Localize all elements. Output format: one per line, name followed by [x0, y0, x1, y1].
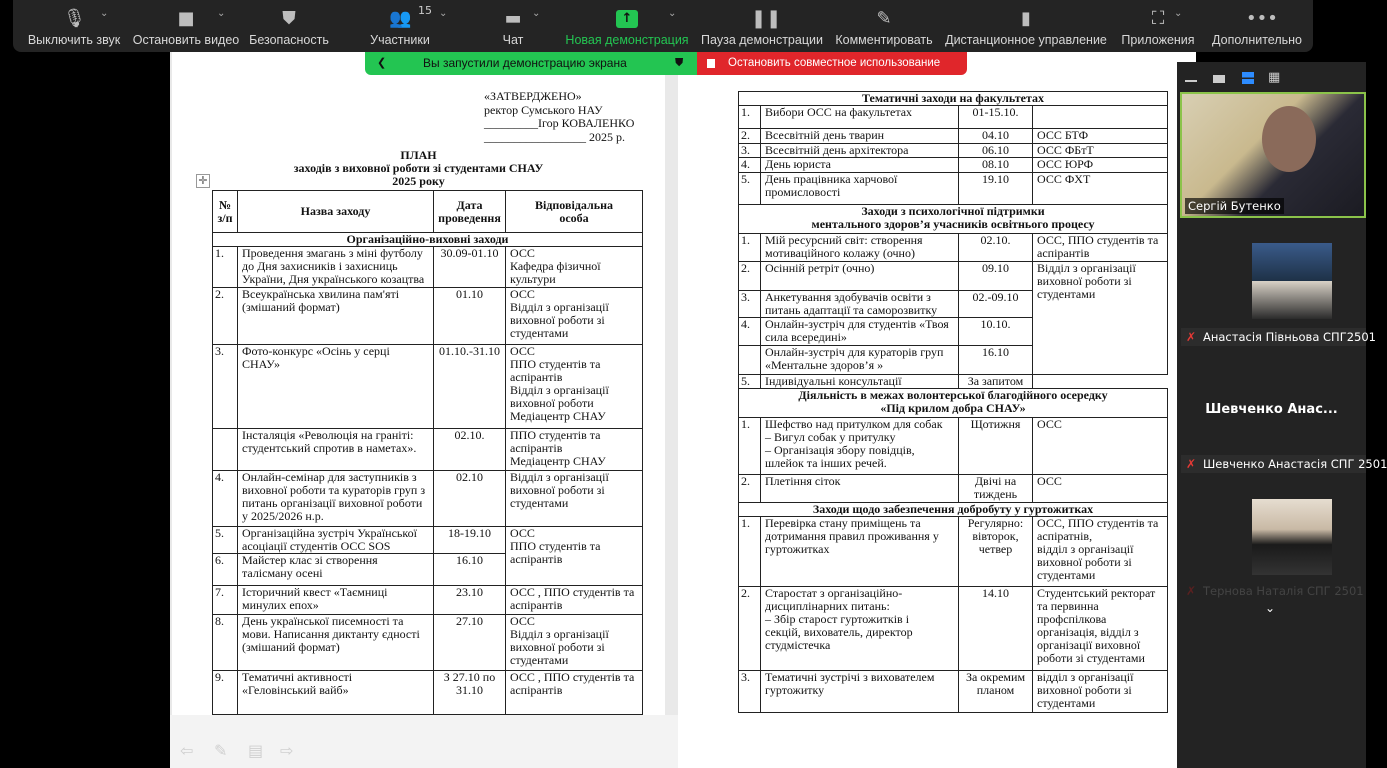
event-date: 19.10 [959, 173, 1033, 205]
responsible: Відділ з організації виховної роботи зі студентами [1033, 262, 1168, 375]
muted-mic-icon: ✗ [1186, 584, 1197, 598]
toolbar-label: Безопасность [249, 33, 329, 47]
event-date: 01.10 [434, 288, 506, 345]
event-date: 23.10 [434, 586, 506, 615]
event-name: День юриста [761, 158, 959, 173]
participants-video-panel [1177, 62, 1387, 768]
event-name: Перевірка стану приміщень та дотримання правил проживання у гуртожитках [761, 517, 959, 587]
table-row [213, 288, 643, 345]
event-date: 14.10 [959, 587, 1033, 671]
pin-icon[interactable]: ❮ [377, 57, 387, 69]
event-date: Двічі на тиждень [959, 475, 1033, 503]
table-row [213, 345, 643, 429]
responsible: Студентський ректорат та первинна профспілкова організація, відділ з організації виховної роботи зі студентами [1033, 587, 1168, 671]
row-number: 5. [213, 527, 238, 554]
event-date: 10.10. [959, 318, 1033, 346]
event-name: Плетіння сіток [761, 475, 959, 503]
section-title: Заходи щодо забезпечення добробуту у гуртожитках [739, 503, 1168, 517]
row-number: 4. [213, 471, 238, 527]
toolbar-label: Дополнительно [1212, 33, 1302, 47]
participant-face [1262, 106, 1316, 172]
event-date: 04.10 [959, 129, 1033, 144]
event-date: З 27.10 по 31.10 [434, 671, 506, 715]
event-name: Онлайн-семінар для заступників з виховної роботи та кураторів груп з питань організації виховної роботи у 2025/2026 н.р. [238, 471, 434, 527]
toolbar-label: Комментировать [835, 33, 933, 47]
event-date: 18-19.10 [434, 527, 506, 554]
event-date: 06.10 [959, 144, 1033, 158]
column-header: Назва заходу [238, 191, 434, 233]
event-date: 02.10. [959, 234, 1033, 262]
participant-name-tile[interactable]: ✗ Шевченко Анастасія СПГ 2501 [1181, 455, 1366, 473]
row-number: 2. [739, 129, 761, 144]
responsible: ОСС , ППО студентів та аспірантів [506, 671, 643, 715]
row-number: 3. [213, 345, 238, 429]
row-number: 4. [739, 318, 761, 346]
event-name: Осінній ретріт (очно) [761, 262, 959, 291]
row-number: 4. [739, 158, 761, 173]
chevron-down-icon[interactable]: ⌄ [217, 8, 226, 19]
apps-icon: ⛶ [1151, 8, 1165, 29]
row-number: 2. [213, 288, 238, 345]
single-view-icon[interactable] [1213, 75, 1225, 83]
meeting-toolbar [13, 0, 1313, 52]
participant-avatar [1252, 499, 1332, 575]
participants-icon: 👥 [389, 8, 412, 29]
sharing-status-text: Вы запустили демонстрацию экрана [423, 56, 627, 70]
scroll-down-chevron-icon[interactable]: ⌄ [1265, 601, 1276, 615]
muted-mic-icon: ✗ [1186, 457, 1197, 471]
event-name: Тематичні активності «Геловінський вайб» [238, 671, 434, 715]
shared-screen [170, 52, 1196, 768]
participant-avatar [1252, 243, 1332, 319]
event-name: Тематичні зустрічі з вихователем гуртожитку [761, 671, 959, 713]
row-number: 1. [739, 234, 761, 262]
event-date: 02.10 [434, 471, 506, 527]
event-name: Всеукраїнська хвилина пам'яті (змішаний формат) [238, 288, 434, 345]
plan-subtitle: заходів з виховної роботи зі студентами СНАУ [293, 161, 544, 175]
stop-share-label: Остановить совместное использование [728, 57, 941, 69]
video-camera-icon: ■ [177, 8, 195, 29]
table-row [739, 418, 1168, 475]
responsible: ОСС, ППО студентів та аспіратнів, відділ з організації виховної роботи зі студентами [1033, 517, 1168, 587]
responsible: ОСС [1033, 418, 1168, 475]
event-date: Щотижня [959, 418, 1033, 475]
participant-name-tile[interactable]: ✗ Тернова Наталія СПГ 2501 [1186, 584, 1364, 598]
event-name: Історичний квест «Таємниці минулих епох» [238, 586, 434, 615]
shield-check-icon: ⛊ [675, 57, 684, 69]
section-row [739, 389, 1168, 418]
event-date: За окремим планом [959, 671, 1033, 713]
event-date: 09.10 [959, 262, 1033, 291]
section-row [739, 92, 1168, 106]
event-name: Анкетування здобувачів освіти з питань адаптації та саморозвитку [761, 291, 959, 318]
toolbar-label: Пауза демонстрации [701, 33, 823, 47]
toolbar-label: Приложения [1121, 33, 1195, 47]
events-table-left [212, 190, 643, 715]
table-row [213, 247, 643, 288]
row-number: 3. [739, 671, 761, 713]
section-title: Діяльність в межах волонтерської благодійного осередку «Під крилом добра СНАУ» [739, 389, 1168, 418]
row-number: 5. [739, 375, 761, 389]
sharing-status-banner [365, 52, 697, 75]
table-move-handle-icon[interactable]: ✛ [196, 174, 210, 188]
event-date: 27.10 [434, 615, 506, 671]
participant-count: 15 [418, 4, 432, 17]
column-header: № з/п [213, 191, 238, 233]
table-row [739, 106, 1168, 129]
table-row [213, 471, 643, 527]
row-number: 1. [213, 247, 238, 288]
table-row [739, 144, 1168, 158]
responsible: ОСС Кафедра фізичної культури [506, 247, 643, 288]
event-date: 16.10 [959, 346, 1033, 375]
chat-icon: ▬ [504, 8, 522, 29]
table-row [739, 375, 1168, 389]
event-name: Всесвітній день архітектора [761, 144, 959, 158]
event-name: Всесвітній день тварин [761, 129, 959, 144]
section-title: Організаційно-виховні заходи [213, 233, 643, 247]
table-row [739, 587, 1168, 671]
table-row [739, 262, 1168, 291]
event-name: Старостат з організаційно-дисциплінарних питань: – Збір старост гуртожитків і секцій, вихователь, директор студмістечка [761, 587, 959, 671]
speaker-view-icon[interactable] [1242, 72, 1254, 84]
mouse-icon: ▮ [1021, 8, 1031, 29]
muted-mic-icon: ✗ [1186, 330, 1197, 344]
section-title: Тематичні заходи на факультетах [739, 92, 1168, 106]
table-row [213, 615, 643, 671]
event-name: День працівника харчової промисловості [761, 173, 959, 205]
participant-name: Сергій Бутенко [1185, 198, 1284, 214]
participant-name-placeholder: Шевченко Анас... [1205, 402, 1338, 417]
page-icon[interactable]: ▤ [248, 741, 264, 760]
view-controls [1177, 62, 1366, 92]
toolbar-label: Дистанционное управление [945, 33, 1107, 47]
row-number: 1. [739, 418, 761, 475]
toolbar-label: Новая демонстрация [565, 33, 689, 47]
responsible: ОСС [1033, 475, 1168, 503]
responsible: ОСС ФХТ [1033, 173, 1168, 205]
responsible: ОСС ППО студентів та аспірантів [506, 527, 643, 586]
responsible: відділ з організації виховної роботи зі студентами [1033, 671, 1168, 713]
event-name: Майстер клас зі створення талісману осені [238, 554, 434, 586]
event-date: 16.10 [434, 554, 506, 586]
minimize-icon[interactable] [1185, 80, 1197, 82]
responsible: ОСС Відділ з організації виховної роботи зі студентами [506, 288, 643, 345]
chevron-down-icon[interactable]: ⌄ [439, 8, 448, 19]
column-header: Відповідальна особа [506, 191, 643, 233]
event-name: День української писемності та мови. Написання диктанту єдності (змішаний формат) [238, 615, 434, 671]
responsible [1033, 106, 1168, 129]
participant-name-tile[interactable]: ✗ Анастасія Півньова СПГ2501 [1181, 328, 1366, 346]
row-number: 1. [739, 517, 761, 587]
row-number: 3. [739, 291, 761, 318]
table-row [213, 671, 643, 715]
row-number: 1. [739, 106, 761, 129]
table-header-row [213, 191, 643, 233]
event-date: 08.10 [959, 158, 1033, 173]
responsible: ППО студентів та аспірантів Медіацентр СНАУ [506, 429, 643, 471]
section-row [739, 503, 1168, 517]
document-page-left [172, 52, 665, 715]
back-arrow-icon[interactable]: ⇦ [180, 741, 194, 760]
chevron-down-icon[interactable]: ⌄ [532, 8, 541, 19]
responsible: ОСС Відділ з організації виховної роботи зі студентами [506, 615, 643, 671]
gallery-view-icon[interactable]: ▦ [1268, 70, 1280, 85]
chevron-down-icon[interactable]: ⌄ [1174, 8, 1183, 19]
event-name: Шефство над притулком для собак – Вигул собак у притулку – Організація збору повідців, шлейок та інших речей. [761, 418, 959, 475]
stop-square-icon [707, 59, 715, 68]
event-name: Вибори ОСС на факультетах [761, 106, 959, 129]
section-row [213, 233, 643, 247]
section-title: Заходи з психологічної підтримки ментального здоров’я учасників освітнього процесу [739, 205, 1168, 234]
table-row [739, 129, 1168, 144]
table-row [213, 527, 643, 554]
chevron-down-icon[interactable]: ⌄ [100, 8, 109, 19]
responsible: ОСС , ППО студентів та аспірантів [506, 586, 643, 615]
table-row [739, 173, 1168, 205]
event-date: 30.09-01.10 [434, 247, 506, 288]
pencil-icon: ✎ [876, 8, 892, 29]
table-row [739, 517, 1168, 587]
row-number: 2. [739, 262, 761, 291]
table-row [739, 475, 1168, 503]
event-date: За запитом [959, 375, 1033, 389]
table-row [213, 429, 643, 471]
event-date: 02.10. [434, 429, 506, 471]
event-date: 01.10.-31.10 [434, 345, 506, 429]
responsible: Відділ з організації виховної роботи зі студентами [506, 471, 643, 527]
responsible: ОСС, ППО студентів та аспірантів [1033, 234, 1168, 262]
event-name: Проведення змагань з міні футболу до Дня захисників і захисниць України, Дня українського козацтва [238, 247, 434, 288]
row-number: 9. [213, 671, 238, 715]
event-name: Організаційна зустріч Української асоціації студентів ОСС SOS [238, 527, 434, 554]
chevron-down-icon[interactable]: ⌄ [668, 8, 677, 19]
responsible: ОСС ЮРФ [1033, 158, 1168, 173]
event-name: Онлайн-зустріч для студентів «Твоя сила всередині» [761, 318, 959, 346]
event-name: Онлайн-зустріч для кураторів груп «Ментальне здоров’я » [761, 346, 959, 375]
toolbar-label: Остановить видео [132, 33, 240, 47]
toolbar-label: Чат [502, 33, 524, 47]
event-date: Регулярно: вівторок, четвер [959, 517, 1033, 587]
microphone-icon: 🎙 [63, 8, 86, 29]
row-number [739, 346, 761, 375]
row-number: 5. [739, 173, 761, 205]
pen-icon[interactable]: ✎ [214, 741, 228, 760]
column-header: Дата проведення [434, 191, 506, 233]
share-screen-icon: ↑ [616, 10, 638, 28]
row-number [213, 429, 238, 471]
table-row [739, 671, 1168, 713]
row-number: 7. [213, 586, 238, 615]
event-name: Мій ресурсний світ: створення мотиваційного колажу (очно) [761, 234, 959, 262]
table-row [739, 158, 1168, 173]
plan-title: ПЛАН [400, 148, 437, 162]
row-number: 2. [739, 587, 761, 671]
events-table-right [738, 91, 1168, 713]
video-tile-active-speaker[interactable] [1180, 92, 1366, 218]
table-row [213, 586, 643, 615]
pause-icon: ❚❚ [751, 8, 782, 29]
event-date: 02.-09.10 [959, 291, 1033, 318]
event-name: Фото-конкурс «Осінь у серці СНАУ» [238, 345, 434, 429]
more-icon: ••• [1246, 8, 1278, 29]
event-name: Індивідуальні консультації [761, 375, 959, 389]
row-number: 8. [213, 615, 238, 671]
responsible: ОСС БТФ [1033, 129, 1168, 144]
toolbar-label: Участники [370, 33, 430, 47]
document-page-right [678, 52, 1196, 768]
responsible: ОСС ППО студентів та аспірантів Відділ з організації виховної роботи Медіацентр СНАУ [506, 345, 643, 429]
table-row [739, 234, 1168, 262]
plan-year: 2025 року [392, 174, 445, 188]
row-number: 3. [739, 144, 761, 158]
section-row [739, 205, 1168, 234]
approval-block: «ЗАТВЕРДЖЕНО» ректор Сумського НАУ _________Ігор КОВАЛЕНКО _________________ 2025 р. [484, 89, 635, 144]
row-number: 2. [739, 475, 761, 503]
stop-share-button[interactable] [697, 52, 967, 75]
responsible: ОСС ФБтТ [1033, 144, 1168, 158]
event-name: Інсталяція «Революція на граніті: студентський спротив в наметах». [238, 429, 434, 471]
row-number: 6. [213, 554, 238, 586]
forward-arrow-icon[interactable]: ⇨ [280, 741, 294, 760]
event-date: 01-15.10. [959, 106, 1033, 129]
shield-icon: ⛊ [282, 8, 296, 29]
toolbar-label: Выключить звук [27, 33, 121, 47]
